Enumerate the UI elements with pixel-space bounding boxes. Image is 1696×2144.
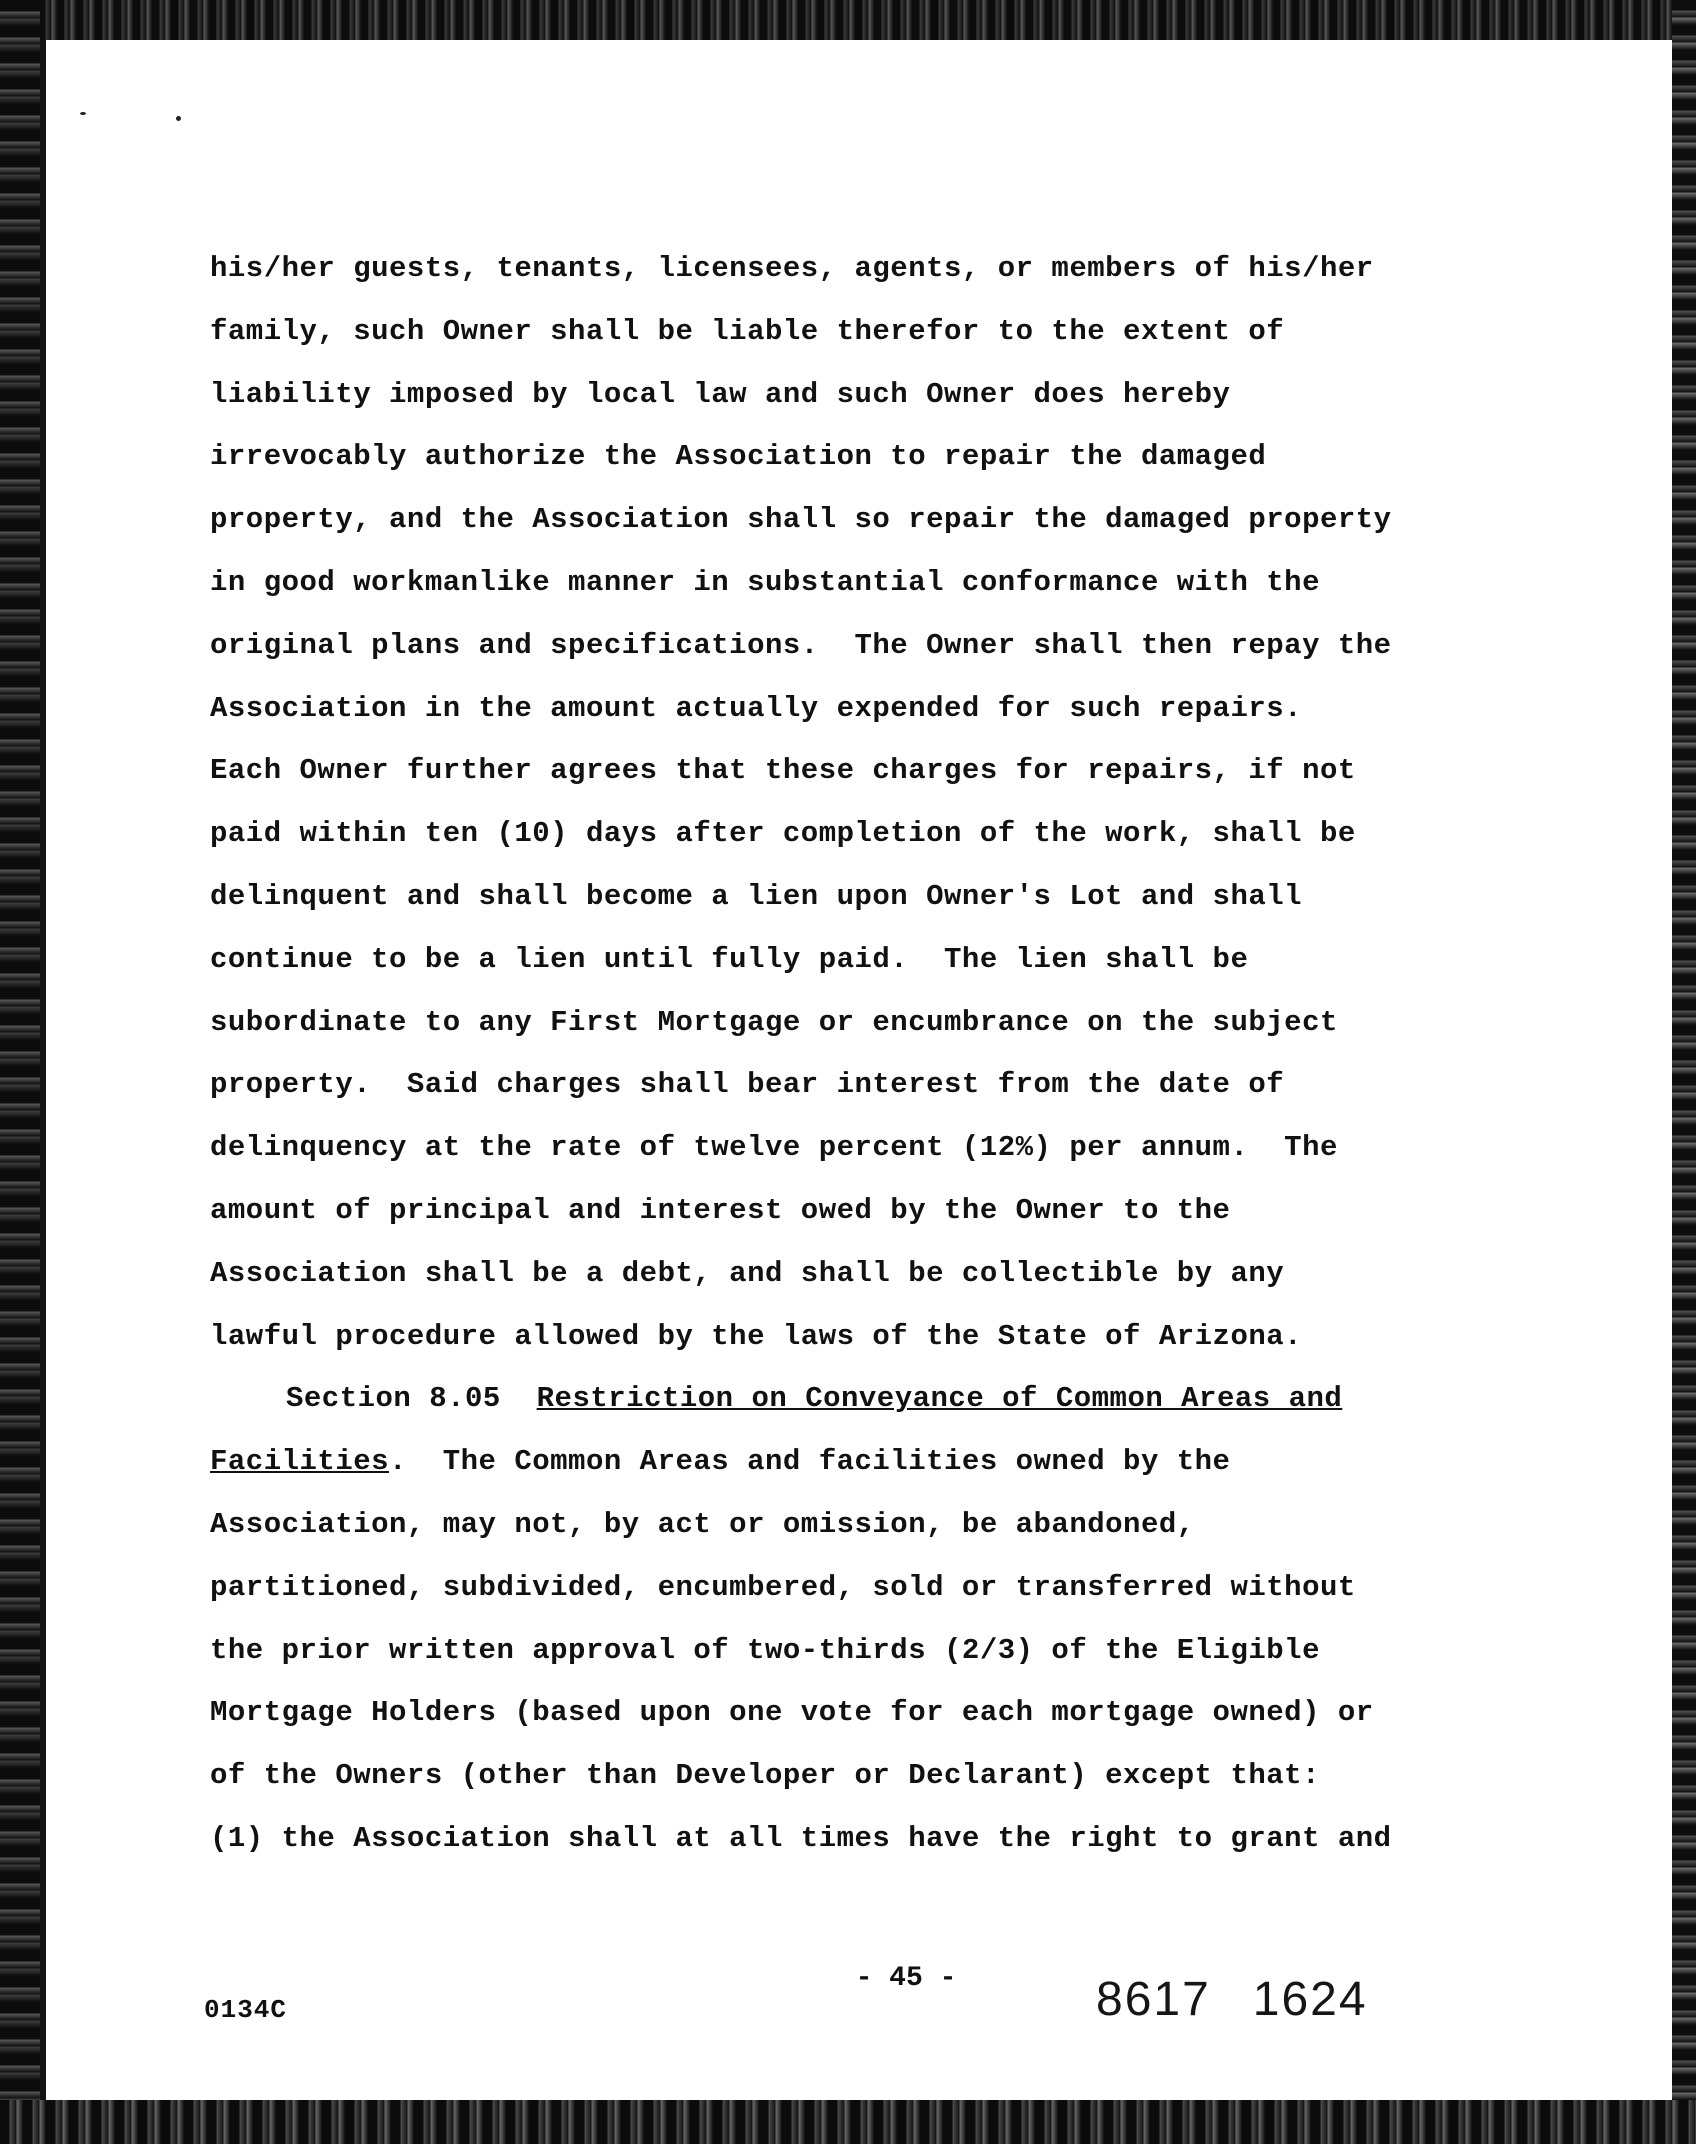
- section-heading-line: [210, 1368, 1540, 1431]
- text-line: Association, may not, by act or omission, be abandoned,: [210, 1507, 1195, 1541]
- section-text-start: . The Common Areas and facilities owned by the: [389, 1445, 1231, 1479]
- text-line: original plans and specifications. The Owner shall then repay the: [210, 628, 1392, 662]
- text-line: delinquency at the rate of twelve percent (12%) per annum. The: [210, 1131, 1338, 1165]
- text-line: irrevocably authorize the Association to repair the damaged: [210, 440, 1267, 474]
- text-line: paid within ten (10) days after completion of the work, shall be: [210, 817, 1356, 851]
- text-line: of the Owners (other than Developer or Declarant) except that:: [210, 1759, 1320, 1793]
- document-page: [46, 40, 1672, 2100]
- section-number: Section 8.05: [286, 1382, 501, 1416]
- section-heading-continuation: [210, 1431, 1540, 1494]
- scan-border-left: [0, 0, 40, 2144]
- text-line: his/her guests, tenants, licensees, agents, or members of his/her: [210, 252, 1374, 285]
- book-number: 8617: [1096, 1973, 1211, 2026]
- scan-speck: [80, 112, 86, 115]
- scan-speck: [176, 116, 181, 121]
- text-line: the prior written approval of two-thirds (2/3) of the Eligible: [210, 1633, 1320, 1667]
- text-line: liability imposed by local law and such Owner does hereby: [210, 377, 1231, 411]
- document-body: [210, 238, 1540, 1871]
- text-line: continue to be a lien until fully paid. The lien shall be: [210, 942, 1249, 976]
- scan-border-top: [0, 0, 1696, 40]
- text-line: delinquent and shall become a lien upon Owner's Lot and shall: [210, 879, 1303, 913]
- text-line: property, and the Association shall so repair the damaged property: [210, 503, 1392, 537]
- recording-stamp: [1096, 1972, 1368, 2027]
- text-line: Association shall be a debt, and shall be collectible by any: [210, 1256, 1285, 1290]
- text-line: in good workmanlike manner in substantial conformance with the: [210, 565, 1320, 599]
- text-line: Association in the amount actually expended for such repairs.: [210, 691, 1303, 725]
- text-line: (1) the Association shall at all times have the right to grant and: [210, 1821, 1392, 1855]
- section-heading-end: Facilities: [210, 1445, 390, 1479]
- scan-border-right: [1672, 0, 1696, 2144]
- scan-border-bottom: [0, 2100, 1696, 2144]
- text-line: lawful procedure allowed by the laws of the State of Arizona.: [210, 1319, 1303, 1353]
- text-line: partitioned, subdivided, encumbered, sold or transferred without: [210, 1570, 1356, 1604]
- document-code: 0134C: [204, 1995, 288, 2025]
- text-line: amount of principal and interest owed by the Owner to the: [210, 1193, 1231, 1227]
- text-line: family, such Owner shall be liable therefor to the extent of: [210, 314, 1285, 348]
- text-line: Each Owner further agrees that these charges for repairs, if not: [210, 754, 1356, 788]
- page-stamp-number: 1624: [1252, 1973, 1368, 2026]
- text-line: subordinate to any First Mortgage or encumbrance on the subject: [210, 1005, 1338, 1039]
- page-number: - 45 -: [855, 1963, 957, 1994]
- section-heading: Restriction on Conveyance of Common Areas and: [536, 1382, 1343, 1416]
- text-line: Mortgage Holders (based upon one vote for each mortgage owned) or: [210, 1696, 1374, 1730]
- text-line: property. Said charges shall bear interest from the date of: [210, 1068, 1285, 1102]
